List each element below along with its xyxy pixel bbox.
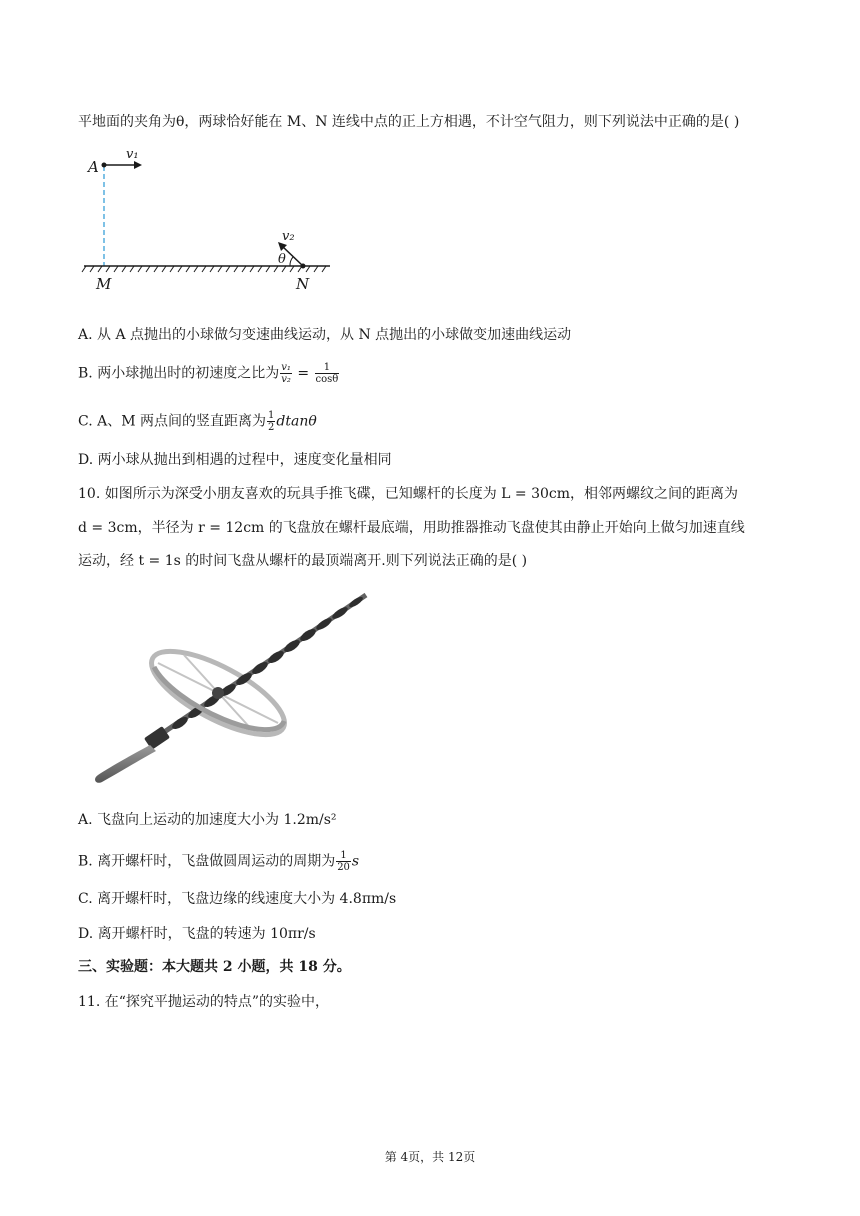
q9-option-b-rhs-fraction (315, 362, 340, 385)
q10-option-a: A. 飞盘向上运动的加速度大小为 1.2m/s² (78, 812, 337, 828)
q11-stem: 11. 在“探究平抛运动的特点”的实验中， (78, 994, 330, 1010)
q9-option-b-den: v₂ (281, 374, 291, 385)
q9-option-d: D. 两小球从抛出到相遇的过程中，速度变化量相同 (78, 452, 392, 468)
q9-option-b-rhs-den: cosθ (315, 374, 339, 385)
q9-option-b-fraction (280, 362, 292, 385)
q10-stem-line-2: d = 3cm，半径为 r = 12cm 的飞盘放在螺杆最底端，用助推器推动飞盘使其由静止开始向上做匀加速直线 (78, 520, 745, 536)
q9-option-c-suffix: dtanθ (276, 413, 317, 430)
q9-option-b-num: v₁ (281, 362, 291, 373)
q10-option-b (78, 850, 359, 873)
q9-option-c-num: 1 (268, 410, 275, 421)
q9-option-c-prefix: C. A、M 两点间的竖直距离为 (78, 413, 267, 430)
label-v1: v₁ (126, 147, 139, 162)
q10-toy-figure (88, 585, 388, 795)
v1-arrowhead (134, 161, 142, 169)
q9-option-b-rhs-num: 1 (315, 362, 340, 374)
q10-option-b-fraction (336, 850, 351, 873)
label-v2: v₂ (282, 229, 295, 244)
handle (95, 745, 156, 783)
label-theta: θ (278, 252, 286, 267)
q10-option-b-suffix: s (351, 853, 360, 870)
q9-option-c-fraction (267, 410, 275, 433)
q10-option-b-num: 1 (336, 850, 351, 862)
page-footer: 第 4页，共 12页 (384, 1150, 476, 1164)
q10-option-b-prefix: B. 离开螺杆时，飞盘做圆周运动的周期为 (78, 853, 336, 870)
section-3-heading: 三、实验题：本大题共 2 小题，共 18 分。 (78, 959, 351, 975)
q10-option-d: D. 离开螺杆时，飞盘的转速为 10πr/s (78, 926, 316, 942)
q9-option-b-prefix: B. 两小球抛出时的初速度之比为 (78, 365, 280, 382)
q9-option-c-den: 2 (268, 422, 275, 433)
q10-option-c: C. 离开螺杆时，飞盘边缘的线速度大小为 4.8πm/s (78, 891, 397, 907)
label-a: A (88, 158, 99, 176)
q10-stem-line-3: 运动，经 t = 1s 的时间飞盘从螺杆的最顶端离开.则下列说法正确的是( ) (78, 553, 528, 569)
q9-option-a: A. 从 A 点抛出的小球做匀变速曲线运动，从 N 点抛出的小球做变加速曲线运动 (78, 327, 572, 343)
q10-option-b-den: 20 (337, 862, 350, 873)
label-n: N (296, 275, 310, 293)
q9-stem: 平地面的夹角为θ，两球恰好能在 M、N 连线中点的正上方相遇，不计空气阻力，则下列说法中正确的是( ) (78, 114, 740, 130)
q9-figure (82, 142, 342, 292)
theta-arc (290, 257, 293, 266)
q9-option-b-eq: = (292, 365, 314, 382)
ground-hatching (82, 266, 326, 272)
disc-hub (212, 687, 224, 699)
label-m: M (96, 275, 112, 293)
q10-stem-line-1: 10. 如图所示为深受小朋友喜欢的玩具手推飞碟，已知螺杆的长度为 L = 30cm，相邻两螺纹之间的距离为 (78, 486, 739, 502)
screw-twists (170, 595, 364, 731)
q9-option-c (78, 410, 317, 433)
q9-option-b (78, 362, 340, 385)
